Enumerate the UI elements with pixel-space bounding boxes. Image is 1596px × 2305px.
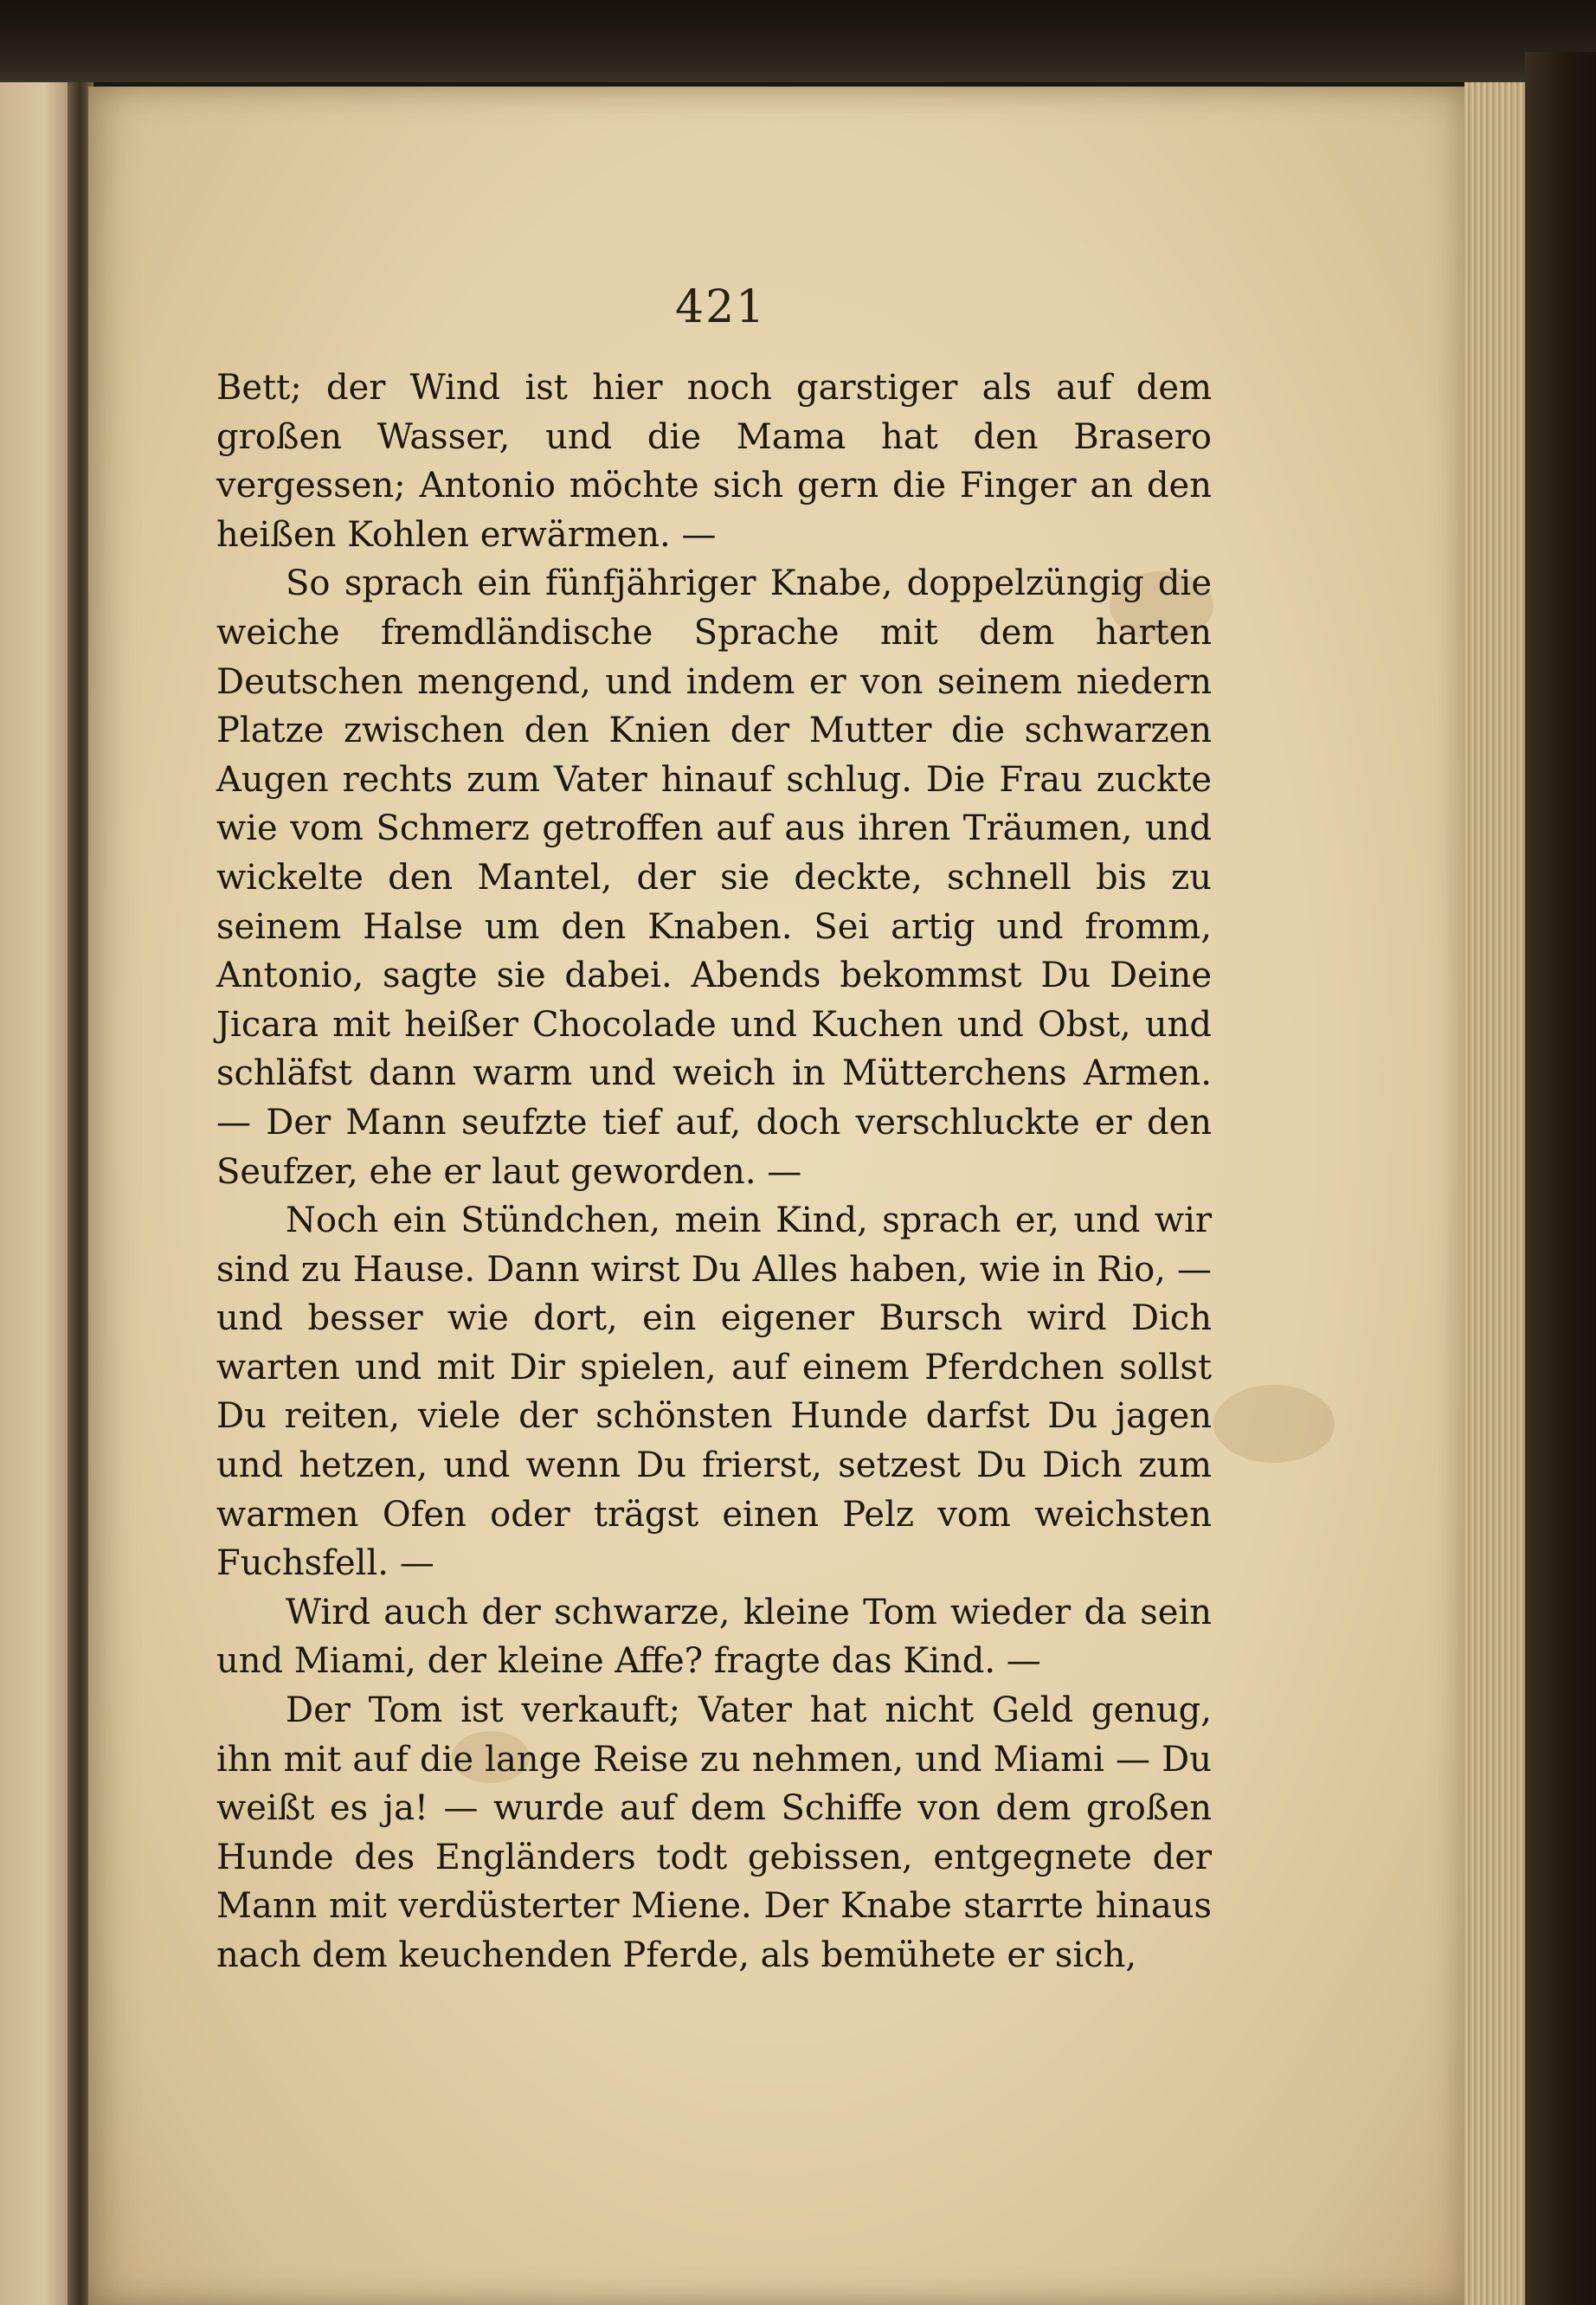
paragraph: Bett; der Wind ist hier noch garstiger als auf dem großen Wasser, und die Mama hat den Brasero vergessen; Antonio möchte sich gern die Finger an den heißen Kohlen erwärmen. —	[216, 368, 1212, 555]
body-text	[216, 364, 1212, 1980]
page-number: 421	[675, 281, 767, 333]
page-stack-edge	[1464, 82, 1525, 2305]
paragraph: Wird auch der schwarze, kleine Tom wieder da sein und Miami, der kleine Affe? fragte das Kind. —	[216, 1592, 1212, 1682]
paragraph: Der Tom ist verkauft; Vater hat nicht Geld genug, ihn mit auf die lange Reise zu nehmen, und Miami — Du weißt es ja! — wurde auf dem Schiffe von dem großen Hunde des Engländers todt gebissen, entgegnete der Mann mit verdüsterter Miene. Der Knabe starrte hinaus nach dem keuchenden Pferde, als bemühete er sich,	[216, 1690, 1212, 1975]
book-top-edge	[0, 0, 1596, 82]
book-cover-edge	[1525, 52, 1596, 2305]
left-facing-page	[0, 82, 74, 2305]
foxing-stain	[1213, 1385, 1335, 1463]
paragraph: So sprach ein fünfjähriger Knabe, doppelzüngig die weiche fremdländische Sprache mit dem harten Deutschen mengend, und indem er von seinem niedern Platze zwischen den Knien der Mutter die schwarzen Augen rechts zum Vater hinauf schlug. Die Frau zuckte wie vom Schmerz getroffen auf aus ihren Träumen, und wickelte den Mantel, der sie deckte, schnell bis zu seinem Halse um den Knaben. Sei artig und fromm, Antonio, sagte sie dabei. Abends bekommst Du Deine Jicara mit heißer Chocolade und Kuchen und Obst, und schläfst dann warm und weich in Mütterchens Armen. — Der Mann seufzte tief auf, doch verschluckte er den Seufzer, ehe er laut geworden. —	[216, 563, 1212, 1192]
paragraph: Noch ein Stündchen, mein Kind, sprach er, und wir sind zu Hause. Dann wirst Du Alles haben, wie in Rio, — und besser wie dort, ein eigener Bursch wird Dich warten und mit Dir spielen, auf einem Pferdchen sollst Du reiten, viele der schönsten Hunde darfst Du jagen und hetzen, und wenn Du frierst, setzest Du Dich zum warmen Ofen oder trägst einen Pelz vom weichsten Fuchsfell. —	[216, 1201, 1212, 1584]
